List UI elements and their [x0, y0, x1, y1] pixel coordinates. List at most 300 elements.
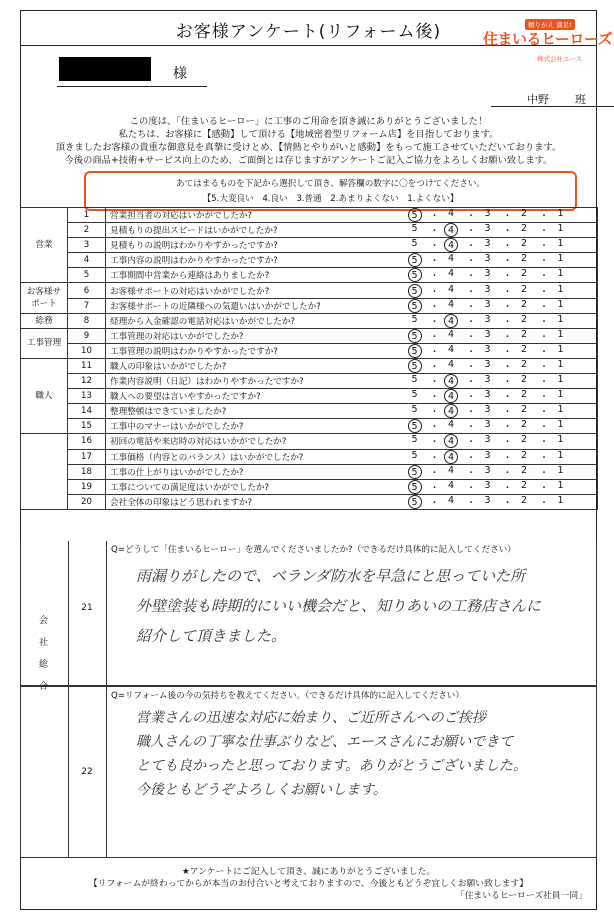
rating-option[interactable]: 1: [557, 208, 564, 220]
scale-separator: ・: [502, 271, 513, 283]
table-row: [21, 419, 598, 434]
scale-separator: ・: [429, 407, 440, 419]
scale-separator: ・: [466, 226, 476, 238]
scale-separator: ・: [429, 331, 440, 343]
rating-option[interactable]: 3: [484, 253, 491, 265]
rating-option-circled[interactable]: 4: [444, 374, 458, 388]
rating-scale-cell: [406, 479, 598, 494]
rating-option[interactable]: 1: [557, 343, 564, 355]
question-number: 18: [68, 464, 106, 479]
scale-separator: ・: [466, 256, 476, 268]
rating-option[interactable]: 1: [557, 313, 564, 325]
rating-option[interactable]: 3: [484, 358, 491, 370]
rating-option[interactable]: 1: [557, 419, 564, 431]
question-number: 19: [68, 479, 106, 494]
company-logo: [481, 19, 613, 79]
rating-option[interactable]: 4: [447, 358, 455, 370]
scale-separator: ・: [429, 482, 440, 494]
scale-separator: ・: [429, 301, 440, 313]
rating-scale-cell: [406, 328, 598, 343]
question-21-text: Q=どうして「住まいるヒーロー」を選んでくださいましたか?（できるだけ具体的に記入してください）: [111, 545, 516, 555]
scale-separator: ・: [502, 361, 513, 373]
rating-option[interactable]: 2: [520, 223, 528, 235]
rating-option[interactable]: 4: [447, 328, 455, 340]
scale-separator: ・: [502, 452, 513, 464]
rating-option[interactable]: 3: [484, 223, 491, 235]
rating-option-circled[interactable]: 5: [408, 299, 422, 313]
scale-separator: ・: [539, 241, 549, 253]
rating-option[interactable]: 3: [484, 268, 491, 280]
question-number: 10: [68, 343, 106, 358]
question-number: 4: [68, 253, 106, 268]
scale-separator: ・: [466, 377, 476, 389]
scale-separator: ・: [502, 286, 513, 298]
question-text: 見積もりの説明はわかりやすかったですか?: [106, 238, 406, 253]
logo-company: 株式会社エース: [537, 55, 583, 63]
rating-option[interactable]: 2: [520, 268, 528, 280]
question-22-text: Q=リフォーム後の今の気持ちを教えてください。（できるだけ具体的に記入してください）: [111, 691, 464, 701]
footer-message: 【リフォームが終わってからが本当のお付合いと考えておりますので、今後ともどうぞ宜しくお願い致します】: [88, 879, 529, 889]
rating-option-circled[interactable]: 5: [408, 253, 422, 267]
rating-option[interactable]: 1: [557, 253, 564, 265]
rating-option[interactable]: 4: [447, 464, 455, 476]
scale-separator: ・: [466, 241, 476, 253]
scale-separator: ・: [502, 497, 513, 509]
table-row: [21, 283, 598, 298]
scale-separator: ・: [466, 331, 476, 343]
rating-option[interactable]: 3: [484, 464, 491, 476]
scale-separator: ・: [429, 256, 440, 268]
question-number: 11: [68, 358, 106, 373]
question-number: 2: [68, 223, 106, 238]
rating-scale-cell: [406, 464, 598, 479]
scale-separator: ・: [539, 482, 549, 494]
rating-scale-cell: [406, 419, 598, 434]
intro-line: 今後の商品+技術+サービス向上のため、ご面倒とは存じますがアンケートご記入ご協力をよろしくお願い致します。: [64, 155, 553, 166]
intro-line: 頂きましたお客様の貴重な御意見を真摯に受けとめ、【情熱とやりがいと感動】をもって施工させていただいております。: [55, 142, 562, 153]
question-21-block: [20, 541, 597, 686]
rating-option[interactable]: 5: [411, 404, 418, 416]
question-text: 工事価格（内容とのバランス）はいかがでしたか?: [106, 449, 406, 464]
logo-brand: 住まいるヒーローズ: [483, 30, 613, 48]
scale-separator: ・: [539, 497, 549, 509]
table-row: [21, 374, 598, 389]
scale-separator: ・: [539, 346, 549, 358]
rating-scale-cell: [406, 449, 598, 464]
table-row: [21, 268, 598, 283]
scale-separator: ・: [466, 422, 476, 434]
rating-option[interactable]: 2: [520, 419, 528, 431]
rating-option[interactable]: 4: [447, 208, 455, 220]
question-text: 職人の印象はいかがでしたか?: [106, 358, 406, 373]
question-number: 15: [68, 419, 106, 434]
table-row: [21, 464, 598, 479]
rating-scale-cell: [406, 374, 598, 389]
rating-option[interactable]: 2: [520, 253, 528, 265]
rating-option[interactable]: 4: [447, 479, 455, 491]
scale-separator: ・: [502, 256, 513, 268]
category-cell: お客様サポート: [21, 283, 68, 313]
rating-option[interactable]: 1: [557, 479, 564, 491]
rating-scale-cell: [406, 494, 598, 509]
question-text: 工事管理の説明はわかりやすかったですか?: [106, 343, 406, 358]
scale-separator: ・: [539, 467, 549, 479]
table-row: [21, 313, 598, 328]
scale-separator: ・: [502, 422, 513, 434]
rating-option-circled[interactable]: 5: [408, 344, 422, 358]
rating-option[interactable]: 4: [447, 419, 455, 431]
rating-option[interactable]: 2: [520, 343, 528, 355]
staff-name: 中野: [527, 93, 549, 106]
question-text: 工事についての満足度はいかがでしたか?: [106, 479, 406, 494]
scale-separator: ・: [502, 467, 513, 479]
scale-separator: ・: [502, 316, 513, 328]
rating-option[interactable]: 5: [411, 313, 418, 325]
question-text: 整理整頓はできていましたか?: [106, 404, 406, 419]
scale-separator: ・: [429, 241, 440, 253]
rating-option-circled[interactable]: 4: [444, 314, 458, 328]
rating-option[interactable]: 5: [411, 223, 418, 235]
rating-option[interactable]: 2: [520, 374, 528, 386]
rating-option-circled[interactable]: 5: [408, 208, 422, 222]
scale-separator: ・: [539, 211, 549, 223]
rating-option[interactable]: 2: [520, 328, 528, 340]
rating-option-circled[interactable]: 5: [408, 329, 422, 343]
rating-scale-cell: [406, 389, 598, 404]
rating-option[interactable]: 1: [557, 434, 564, 446]
handwritten-answer-line: 営業さんの迅速な対応に始まり、ご近所さんへのご挨拶: [136, 710, 486, 726]
rating-option-circled[interactable]: 5: [408, 480, 422, 494]
question-number: 12: [68, 374, 106, 389]
scale-separator: ・: [429, 286, 440, 298]
rating-scale-cell: [406, 343, 598, 358]
rating-option[interactable]: 1: [557, 389, 564, 401]
rating-option[interactable]: 3: [484, 298, 491, 310]
scale-separator: ・: [466, 316, 476, 328]
scale-separator: ・: [429, 316, 440, 328]
table-row: [21, 434, 598, 449]
rating-scale-cell: [406, 238, 598, 253]
rating-option[interactable]: 2: [520, 238, 528, 250]
rating-option[interactable]: 3: [484, 404, 491, 416]
rating-option[interactable]: 5: [411, 238, 418, 250]
rating-option-circled[interactable]: 4: [444, 434, 458, 448]
rating-option[interactable]: 3: [484, 313, 491, 325]
question-22-block: [20, 686, 597, 858]
rating-option[interactable]: 3: [484, 389, 491, 401]
rating-option[interactable]: 3: [484, 374, 491, 386]
rating-option-circled[interactable]: 5: [408, 419, 422, 433]
rating-legend: 【5.大変良い 4.良い 3.普通 2.あまりよくない 1.よくない】: [202, 194, 459, 204]
rating-option[interactable]: 5: [411, 389, 418, 401]
rating-option-circled[interactable]: 4: [444, 404, 458, 418]
rating-questions-table: [20, 207, 598, 510]
scale-separator: ・: [502, 331, 513, 343]
scale-separator: ・: [539, 437, 549, 449]
table-row: [21, 328, 598, 343]
rating-option[interactable]: 1: [557, 464, 564, 476]
scale-separator: ・: [429, 346, 440, 358]
scale-separator: ・: [539, 392, 549, 404]
table-row: [21, 449, 598, 464]
scale-separator: ・: [429, 211, 440, 223]
table-row: [21, 343, 598, 358]
scale-separator: ・: [502, 482, 513, 494]
table-row: [21, 479, 598, 494]
question-text: 作業内容説明（日記）はわかりやすかったですか?: [106, 374, 406, 389]
overall-label-char: 総: [38, 660, 48, 670]
scale-separator: ・: [539, 361, 549, 373]
scale-separator: ・: [429, 467, 440, 479]
question-number: 3: [68, 238, 106, 253]
rating-option-circled[interactable]: 5: [408, 268, 422, 282]
question-text: 工事内容の説明はわかりやすかったですか?: [106, 253, 406, 268]
rating-option[interactable]: 1: [557, 238, 564, 250]
question-text: 営業担当者の対応はいかがでしたか?: [106, 208, 406, 223]
category-cell: 営業: [21, 208, 68, 283]
rating-option[interactable]: 2: [520, 358, 528, 370]
scale-separator: ・: [466, 301, 476, 313]
rating-option[interactable]: 5: [411, 374, 418, 386]
rating-option[interactable]: 2: [520, 283, 528, 295]
intro-line: この度は、「住まいるヒーロー」に工事のご用命を頂き誠にありがとうございました！: [129, 116, 488, 127]
question-number: 21: [68, 541, 107, 685]
question-text: お客様サポートの近隣様への気遣いはいかがでしたか?: [106, 298, 406, 313]
overall-label-char: 会: [38, 616, 48, 626]
scale-separator: ・: [539, 316, 549, 328]
scale-separator: ・: [539, 271, 549, 283]
rating-option[interactable]: 1: [557, 404, 564, 416]
category-cell: 総務: [21, 313, 68, 328]
rating-option[interactable]: 4: [447, 298, 455, 310]
rating-option[interactable]: 1: [557, 223, 564, 235]
scale-separator: ・: [466, 452, 476, 464]
rating-option[interactable]: 4: [447, 283, 455, 295]
rating-option-circled[interactable]: 4: [444, 223, 458, 237]
rating-option[interactable]: 2: [520, 494, 528, 506]
instructions-line: あてはまるものを下記から選択して頂き、解答欄の数字に〇をつけてください。: [175, 179, 486, 189]
handwritten-answer-line: 外壁塗装も時期的にいい機会だと、知りあいの工務店さんに: [136, 597, 542, 615]
redacted-customer-name: [59, 57, 151, 81]
question-number: 7: [68, 298, 106, 313]
question-number: 16: [68, 434, 106, 449]
table-row: [21, 389, 598, 404]
scale-separator: ・: [539, 301, 549, 313]
rating-option[interactable]: 4: [447, 268, 455, 280]
rating-scale-cell: [406, 358, 598, 373]
question-text: 工事期間中営業から連絡はありましたか?: [106, 268, 406, 283]
question-number: 5: [68, 268, 106, 283]
staff-unit: 班: [575, 93, 586, 106]
scale-separator: ・: [466, 392, 476, 404]
scale-separator: ・: [466, 482, 476, 494]
rating-scale-cell: [406, 283, 598, 298]
rating-scale-cell: [406, 223, 598, 238]
scale-separator: ・: [502, 211, 513, 223]
handwritten-answer-line: 職人さんの丁寧な仕事ぶりなど、エースさんにお願いできて: [136, 734, 514, 750]
rating-option[interactable]: 2: [520, 404, 528, 416]
scale-separator: ・: [502, 301, 513, 313]
question-number: 1: [68, 208, 106, 223]
scale-separator: ・: [502, 392, 513, 404]
question-text: 会社全体の印象はどう思われますか?: [106, 494, 406, 509]
question-number: 6: [68, 283, 106, 298]
rating-option[interactable]: 2: [520, 208, 528, 220]
rating-option[interactable]: 3: [484, 208, 491, 220]
question-text: 初回の電話や来店時の対応はいかがでしたか?: [106, 434, 406, 449]
rating-scale-cell: [406, 268, 598, 283]
footer-thanks: ★アンケートにご記入して頂き、誠にありがとうございました。: [181, 867, 436, 877]
overall-category-label: [20, 610, 67, 698]
scale-separator: ・: [466, 407, 476, 419]
rating-option-circled[interactable]: 4: [444, 238, 458, 252]
scale-separator: ・: [539, 452, 549, 464]
rating-option-circled[interactable]: 4: [444, 450, 458, 464]
overall-label-char: 合: [38, 682, 48, 692]
table-row: [21, 404, 598, 419]
rating-option[interactable]: 1: [557, 449, 564, 461]
staff-underline: [491, 106, 614, 107]
footer-signature: 「住まいるヒーローズ社員一同」: [455, 891, 587, 901]
rating-option[interactable]: 3: [484, 494, 491, 506]
scale-separator: ・: [502, 407, 513, 419]
scale-separator: ・: [429, 437, 440, 449]
scale-separator: ・: [466, 437, 476, 449]
rating-option[interactable]: 3: [484, 449, 491, 461]
rating-option[interactable]: 3: [484, 283, 491, 295]
rating-option[interactable]: 1: [557, 328, 564, 340]
rating-option[interactable]: 4: [447, 343, 455, 355]
rating-option[interactable]: 5: [411, 449, 418, 461]
scale-separator: ・: [466, 211, 476, 223]
scale-separator: ・: [429, 377, 440, 389]
salutation: 様: [173, 66, 187, 82]
rating-scale-cell: [406, 253, 598, 268]
scale-separator: ・: [502, 241, 513, 253]
rating-scale-cell: [406, 208, 598, 223]
table-row: [21, 494, 598, 509]
table-row: [21, 358, 598, 373]
question-number: 17: [68, 449, 106, 464]
scale-separator: ・: [539, 377, 549, 389]
scale-separator: ・: [502, 226, 513, 238]
intro-line: 私たちは、お客様に【感動】して頂ける【地域密着型リフォーム店】を目指しております。: [118, 129, 499, 140]
rating-option[interactable]: 2: [520, 313, 528, 325]
question-text: お客様サポートの対応はいかがでしたか?: [106, 283, 406, 298]
scale-separator: ・: [539, 407, 549, 419]
rating-scale-cell: [406, 298, 598, 313]
question-text: 職人への要望は言いやすかったですか?: [106, 389, 406, 404]
overall-label-char: 社: [38, 638, 48, 648]
rating-option[interactable]: 2: [520, 449, 528, 461]
answer-instructions: [84, 171, 577, 211]
rating-option[interactable]: 2: [520, 298, 528, 310]
rating-option[interactable]: 1: [557, 358, 564, 370]
rating-option-circled[interactable]: 4: [444, 389, 458, 403]
page-title: お客様アンケート(リフォーム後): [175, 22, 442, 42]
rating-option-circled[interactable]: 5: [408, 465, 422, 479]
rating-option[interactable]: 2: [520, 389, 528, 401]
handwritten-answer-line: とても良かったと思っております。ありがとうございました。: [136, 758, 527, 774]
rating-option[interactable]: 1: [557, 268, 564, 280]
scale-separator: ・: [429, 422, 440, 434]
rating-option[interactable]: 4: [447, 253, 455, 265]
question-number: 22: [68, 687, 107, 857]
intro-text: [21, 115, 596, 167]
rating-option[interactable]: 2: [520, 479, 528, 491]
table-row: [21, 253, 598, 268]
category-cell: [21, 434, 68, 509]
rating-option[interactable]: 3: [484, 343, 491, 355]
rating-option[interactable]: 3: [484, 479, 491, 491]
scale-separator: ・: [466, 361, 476, 373]
scale-separator: ・: [466, 497, 476, 509]
rating-option[interactable]: 3: [484, 238, 491, 250]
handwritten-answer-line: 今後ともどうぞよろしくお願いします。: [136, 782, 387, 798]
question-number: 20: [68, 494, 106, 509]
question-number: 8: [68, 313, 106, 328]
question-number: 9: [68, 328, 106, 343]
scale-separator: ・: [429, 226, 440, 238]
rating-scale-cell: [406, 404, 598, 419]
question-number: 13: [68, 389, 106, 404]
scale-separator: ・: [429, 392, 440, 404]
scale-separator: ・: [502, 377, 513, 389]
category-cell: 職人: [21, 358, 68, 433]
logo-tagline: 頼りがえ 満足!: [525, 19, 575, 30]
rating-option[interactable]: 3: [484, 434, 491, 446]
rating-option[interactable]: 4: [447, 494, 455, 506]
rating-option[interactable]: 2: [520, 464, 528, 476]
rating-option[interactable]: 1: [557, 298, 564, 310]
scale-separator: ・: [429, 452, 440, 464]
scale-separator: ・: [539, 226, 549, 238]
scale-separator: ・: [539, 331, 549, 343]
rating-option-circled[interactable]: 5: [408, 495, 422, 509]
rating-option[interactable]: 1: [557, 494, 564, 506]
rating-option[interactable]: 5: [411, 434, 418, 446]
scale-separator: ・: [539, 256, 549, 268]
question-text: 経理から入金確認の電話対応はいかがでしたか?: [106, 313, 406, 328]
table-row: [21, 208, 598, 223]
scale-separator: ・: [466, 467, 476, 479]
question-number: 14: [68, 404, 106, 419]
rating-option-circled[interactable]: 5: [408, 359, 422, 373]
scale-separator: ・: [539, 286, 549, 298]
rating-option-circled[interactable]: 5: [408, 284, 422, 298]
staff-field: [527, 91, 586, 107]
survey-footer: [20, 866, 597, 901]
rating-scale-cell: [406, 434, 598, 449]
scale-separator: ・: [466, 346, 476, 358]
question-text: 工事中のマナーはいかがでしたか?: [106, 419, 406, 434]
rating-option[interactable]: 1: [557, 374, 564, 386]
table-row: [21, 238, 598, 253]
scale-separator: ・: [429, 361, 440, 373]
table-row: [21, 298, 598, 313]
rating-option[interactable]: 3: [484, 419, 491, 431]
rating-option[interactable]: 3: [484, 328, 491, 340]
question-text: 工事の仕上がりはいかがでしたか?: [106, 464, 406, 479]
table-row: [21, 223, 598, 238]
scale-separator: ・: [502, 346, 513, 358]
rating-option[interactable]: 1: [557, 283, 564, 295]
rating-scale-cell: [406, 313, 598, 328]
rating-option[interactable]: 2: [520, 434, 528, 446]
handwritten-answer-line: 雨漏りがしたので、ベランダ防水を早急にと思っていた所: [136, 567, 526, 585]
scale-separator: ・: [429, 271, 440, 283]
category-cell: 工事管理: [21, 328, 68, 358]
